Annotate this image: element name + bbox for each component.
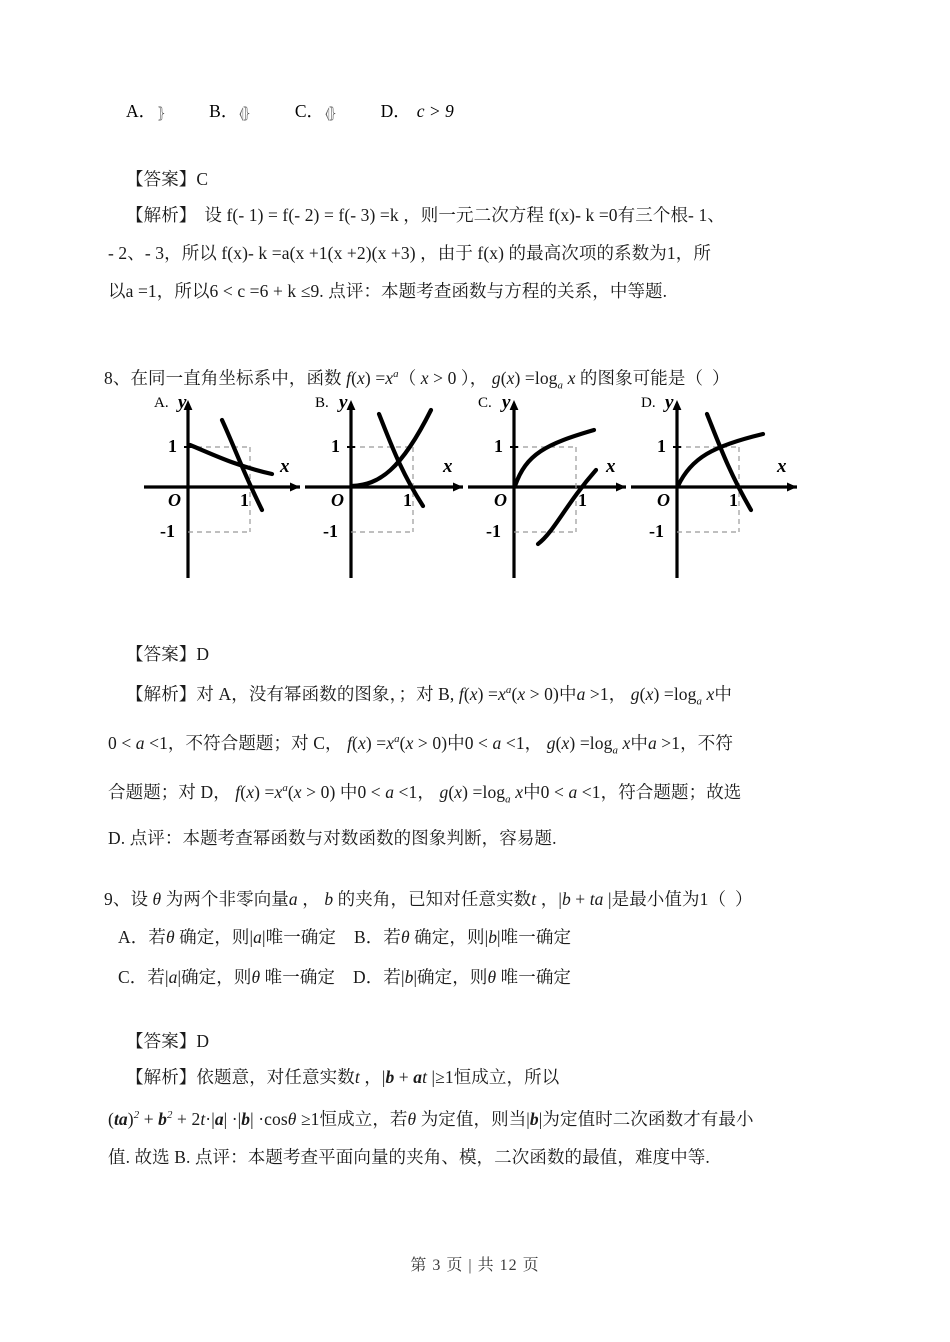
q8-solution-line-3 bbox=[108, 770, 860, 819]
q8-figure-c-svg bbox=[466, 392, 638, 582]
q9-option-row-ab bbox=[118, 918, 571, 956]
q7-option-d-prefix: D． bbox=[380, 101, 411, 121]
q8-figure-b-tick-x-1: 1 bbox=[403, 490, 412, 510]
q8-figure-a-tick-y-1: 1 bbox=[168, 436, 177, 456]
q9-stem-text: 设 θ 为两个非零向量a ， b 的夹角，已知对任意实数t ，|b + ta |是最小值为1（ ） bbox=[130, 889, 753, 909]
q9-solution-text-3: 值. 故选 B. 点评：本题考查平面向量的夹角、模，二次函数的最值，难度中等. bbox=[108, 1146, 710, 1167]
q7-option-b bbox=[209, 98, 251, 123]
q7-option-a bbox=[126, 98, 165, 123]
q7-answer-label: 【答案】 bbox=[126, 169, 197, 189]
q8-figure-b-x-axis-label: x bbox=[443, 456, 453, 477]
q9-option-d: D．若|b|确定，则θ 唯一确定 bbox=[353, 967, 572, 987]
q9-option-row-cd bbox=[118, 958, 571, 996]
q8-figure-c bbox=[466, 392, 638, 582]
q8-figure-a-x-axis-label: x bbox=[280, 456, 290, 477]
q8-figure-b-tick-y-1: 1 bbox=[331, 436, 340, 456]
q7-solution-text-2: - 2、- 3，所以 f(x)- k =a(x +1(x +2)(x +3) ，由于 f(x) 的最高次项的系数为1，所 bbox=[108, 243, 711, 263]
q8-figure-a-y-axis-label: y bbox=[178, 392, 187, 413]
q8-figure-a-tick-y-neg-1: -1 bbox=[160, 521, 175, 541]
page-footer bbox=[0, 1252, 950, 1275]
q8-figure-d-tick-y-1: 1 bbox=[657, 436, 666, 456]
q9-stem bbox=[104, 880, 864, 918]
q8-figure-b-svg bbox=[303, 392, 475, 582]
q9-answer-line bbox=[126, 1022, 209, 1060]
q8-answer-label: 【答案】 bbox=[126, 644, 197, 664]
q8-solution-label: 【解析】 bbox=[126, 683, 197, 704]
q8-figure-b-label: B. bbox=[315, 395, 329, 411]
q8-figure-d-origin-label: O bbox=[657, 490, 670, 510]
q7-solution-label: 【解析】 bbox=[126, 205, 197, 225]
q7-option-c-prefix: C． bbox=[294, 101, 325, 121]
q8-figure-b-tick-y-neg-1: -1 bbox=[323, 521, 338, 541]
q8-figure-d bbox=[629, 392, 801, 582]
q9-solution-text-1: 依题意，对任意实数t ，|b + at |≥1恒成立，所以 bbox=[196, 1067, 560, 1087]
q8-solution-text-2: 0 < a <1，不符合题题；对 C， $f(x) =x^a(x > 0)$中0 < a <1， $g(x) =\log_a$ x中a >1，不符 bbox=[108, 733, 733, 757]
q8-answer-line bbox=[126, 635, 209, 673]
q7-option-b-glyph: ⦉⦄ bbox=[239, 104, 250, 122]
q9-answer-value: D bbox=[196, 1031, 210, 1051]
q8-stem-text: 在同一直角坐标系中，函数 $f(x) =x^a$（ x > 0 ）， $g(x) =\log_a$ x 的图象可能是（ ） bbox=[130, 367, 730, 392]
q8-figure-b bbox=[303, 392, 475, 582]
q8-figure-a-label: A. bbox=[154, 395, 169, 411]
q8-figure-c-tick-x-1: 1 bbox=[578, 490, 587, 510]
q8-figure-d-label: D. bbox=[641, 395, 656, 411]
q8-solution-text-4: D. 点评：本题考查幂函数与对数函数的图象判断，容易题. bbox=[108, 827, 557, 848]
q9-answer-label: 【答案】 bbox=[126, 1031, 197, 1051]
q8-figure-b-y-axis-label: y bbox=[339, 392, 348, 413]
q8-figure-d-y-axis-label: y bbox=[665, 392, 674, 413]
q8-figure-a-tick-x-1: 1 bbox=[240, 490, 249, 510]
q8-figure-d-tick-x-1: 1 bbox=[729, 490, 738, 510]
q9-option-a: A．若θ 确定，则|a|唯一确定 bbox=[118, 927, 337, 947]
q7-option-a-prefix: A． bbox=[126, 101, 157, 121]
q8-figure-c-y-axis-label: y bbox=[502, 392, 511, 413]
q8-figure-a bbox=[140, 392, 312, 582]
q7-solution-line-2 bbox=[108, 234, 853, 272]
q7-solution-line-3 bbox=[108, 272, 853, 310]
q9-solution-label: 【解析】 bbox=[126, 1067, 197, 1087]
q7-solution-line-1 bbox=[108, 196, 853, 234]
q8-answer-value: D bbox=[196, 644, 210, 664]
q8-figure-d-tick-y-neg-1: -1 bbox=[649, 521, 664, 541]
q7-solution-block bbox=[108, 196, 853, 310]
q8-figure-d-x-axis-label: x bbox=[777, 456, 787, 477]
q7-option-a-glyph: ⦄ bbox=[157, 104, 165, 122]
q9-option-b: B．若θ 确定，则|b|唯一确定 bbox=[354, 927, 572, 947]
q8-figure-c-label: C. bbox=[478, 395, 492, 411]
q8-figure-c-tick-y-1: 1 bbox=[494, 436, 503, 456]
q8-solution-line-2 bbox=[108, 720, 860, 769]
page-number-text: 第 3 页 | 共 12 页 bbox=[410, 1257, 540, 1274]
q8-figure-a-origin-label: O bbox=[168, 490, 181, 510]
q9-solution-line-3 bbox=[108, 1138, 860, 1176]
q8-figure-a-svg bbox=[140, 392, 312, 582]
q7-option-row bbox=[126, 98, 454, 123]
q8-solution-block bbox=[108, 671, 860, 857]
q9-solution-line-1 bbox=[108, 1058, 860, 1096]
q9-number: 9、 bbox=[104, 889, 131, 909]
q7-option-d-text: c > 9 bbox=[416, 101, 454, 121]
q9-solution-block bbox=[108, 1058, 860, 1176]
q8-solution-line-1 bbox=[108, 671, 860, 720]
q8-figure-c-origin-label: O bbox=[494, 490, 507, 510]
q9-solution-line-2 bbox=[108, 1096, 860, 1138]
q8-figure-c-tick-y-neg-1: -1 bbox=[486, 521, 501, 541]
q8-figure-c-x-axis-label: x bbox=[606, 456, 616, 477]
q8-number: 8、 bbox=[104, 367, 131, 388]
q8-figure-d-svg bbox=[629, 392, 809, 582]
q7-option-c-glyph: ⦉⦄ bbox=[325, 104, 336, 122]
q7-answer-line bbox=[126, 160, 208, 198]
q9-solution-text-2: $(ta)^2 + b^2 + 2t\cdot|a| \cdot|b| \cdot\cos\theta \ge 1$恒成立，若θ 为定值，则当|b|为定值时二次函数才有最小 bbox=[108, 1108, 754, 1129]
q7-answer-value: C bbox=[196, 169, 209, 189]
q9-option-c: C．若|a|确定，则θ 唯一确定 bbox=[118, 967, 336, 987]
q8-solution-text-3: 合题题；对 D， $f(x) =x^a(x > 0)$ 中0 < a <1， $g(x) =\log_a$ x中0 < a <1，符合题题；故选 bbox=[108, 782, 742, 806]
q7-option-c bbox=[295, 98, 337, 123]
q7-solution-text-3: 以a =1，所以6 < c =6 + k ≤9. 点评：本题考查函数与方程的关系，中等题. bbox=[108, 281, 668, 301]
q8-figure-b-origin-label: O bbox=[331, 490, 344, 510]
q8-figure-group bbox=[140, 392, 830, 582]
q7-solution-text-1: 设 f(- 1) = f(- 2) = f(- 3) =k ，则一元二次方程 f(x)- k =0有三个根- 1、 bbox=[204, 205, 725, 225]
q7-option-d bbox=[381, 98, 454, 123]
q8-solution-line-4 bbox=[108, 819, 860, 857]
q7-option-b-prefix: B． bbox=[209, 101, 239, 121]
q8-solution-text-1: 对 A，没有幂函数的图象，；对 B, $f(x) =x^a(x > 0)$中a >1， $g(x) =\log_a$ x中 bbox=[196, 683, 733, 708]
